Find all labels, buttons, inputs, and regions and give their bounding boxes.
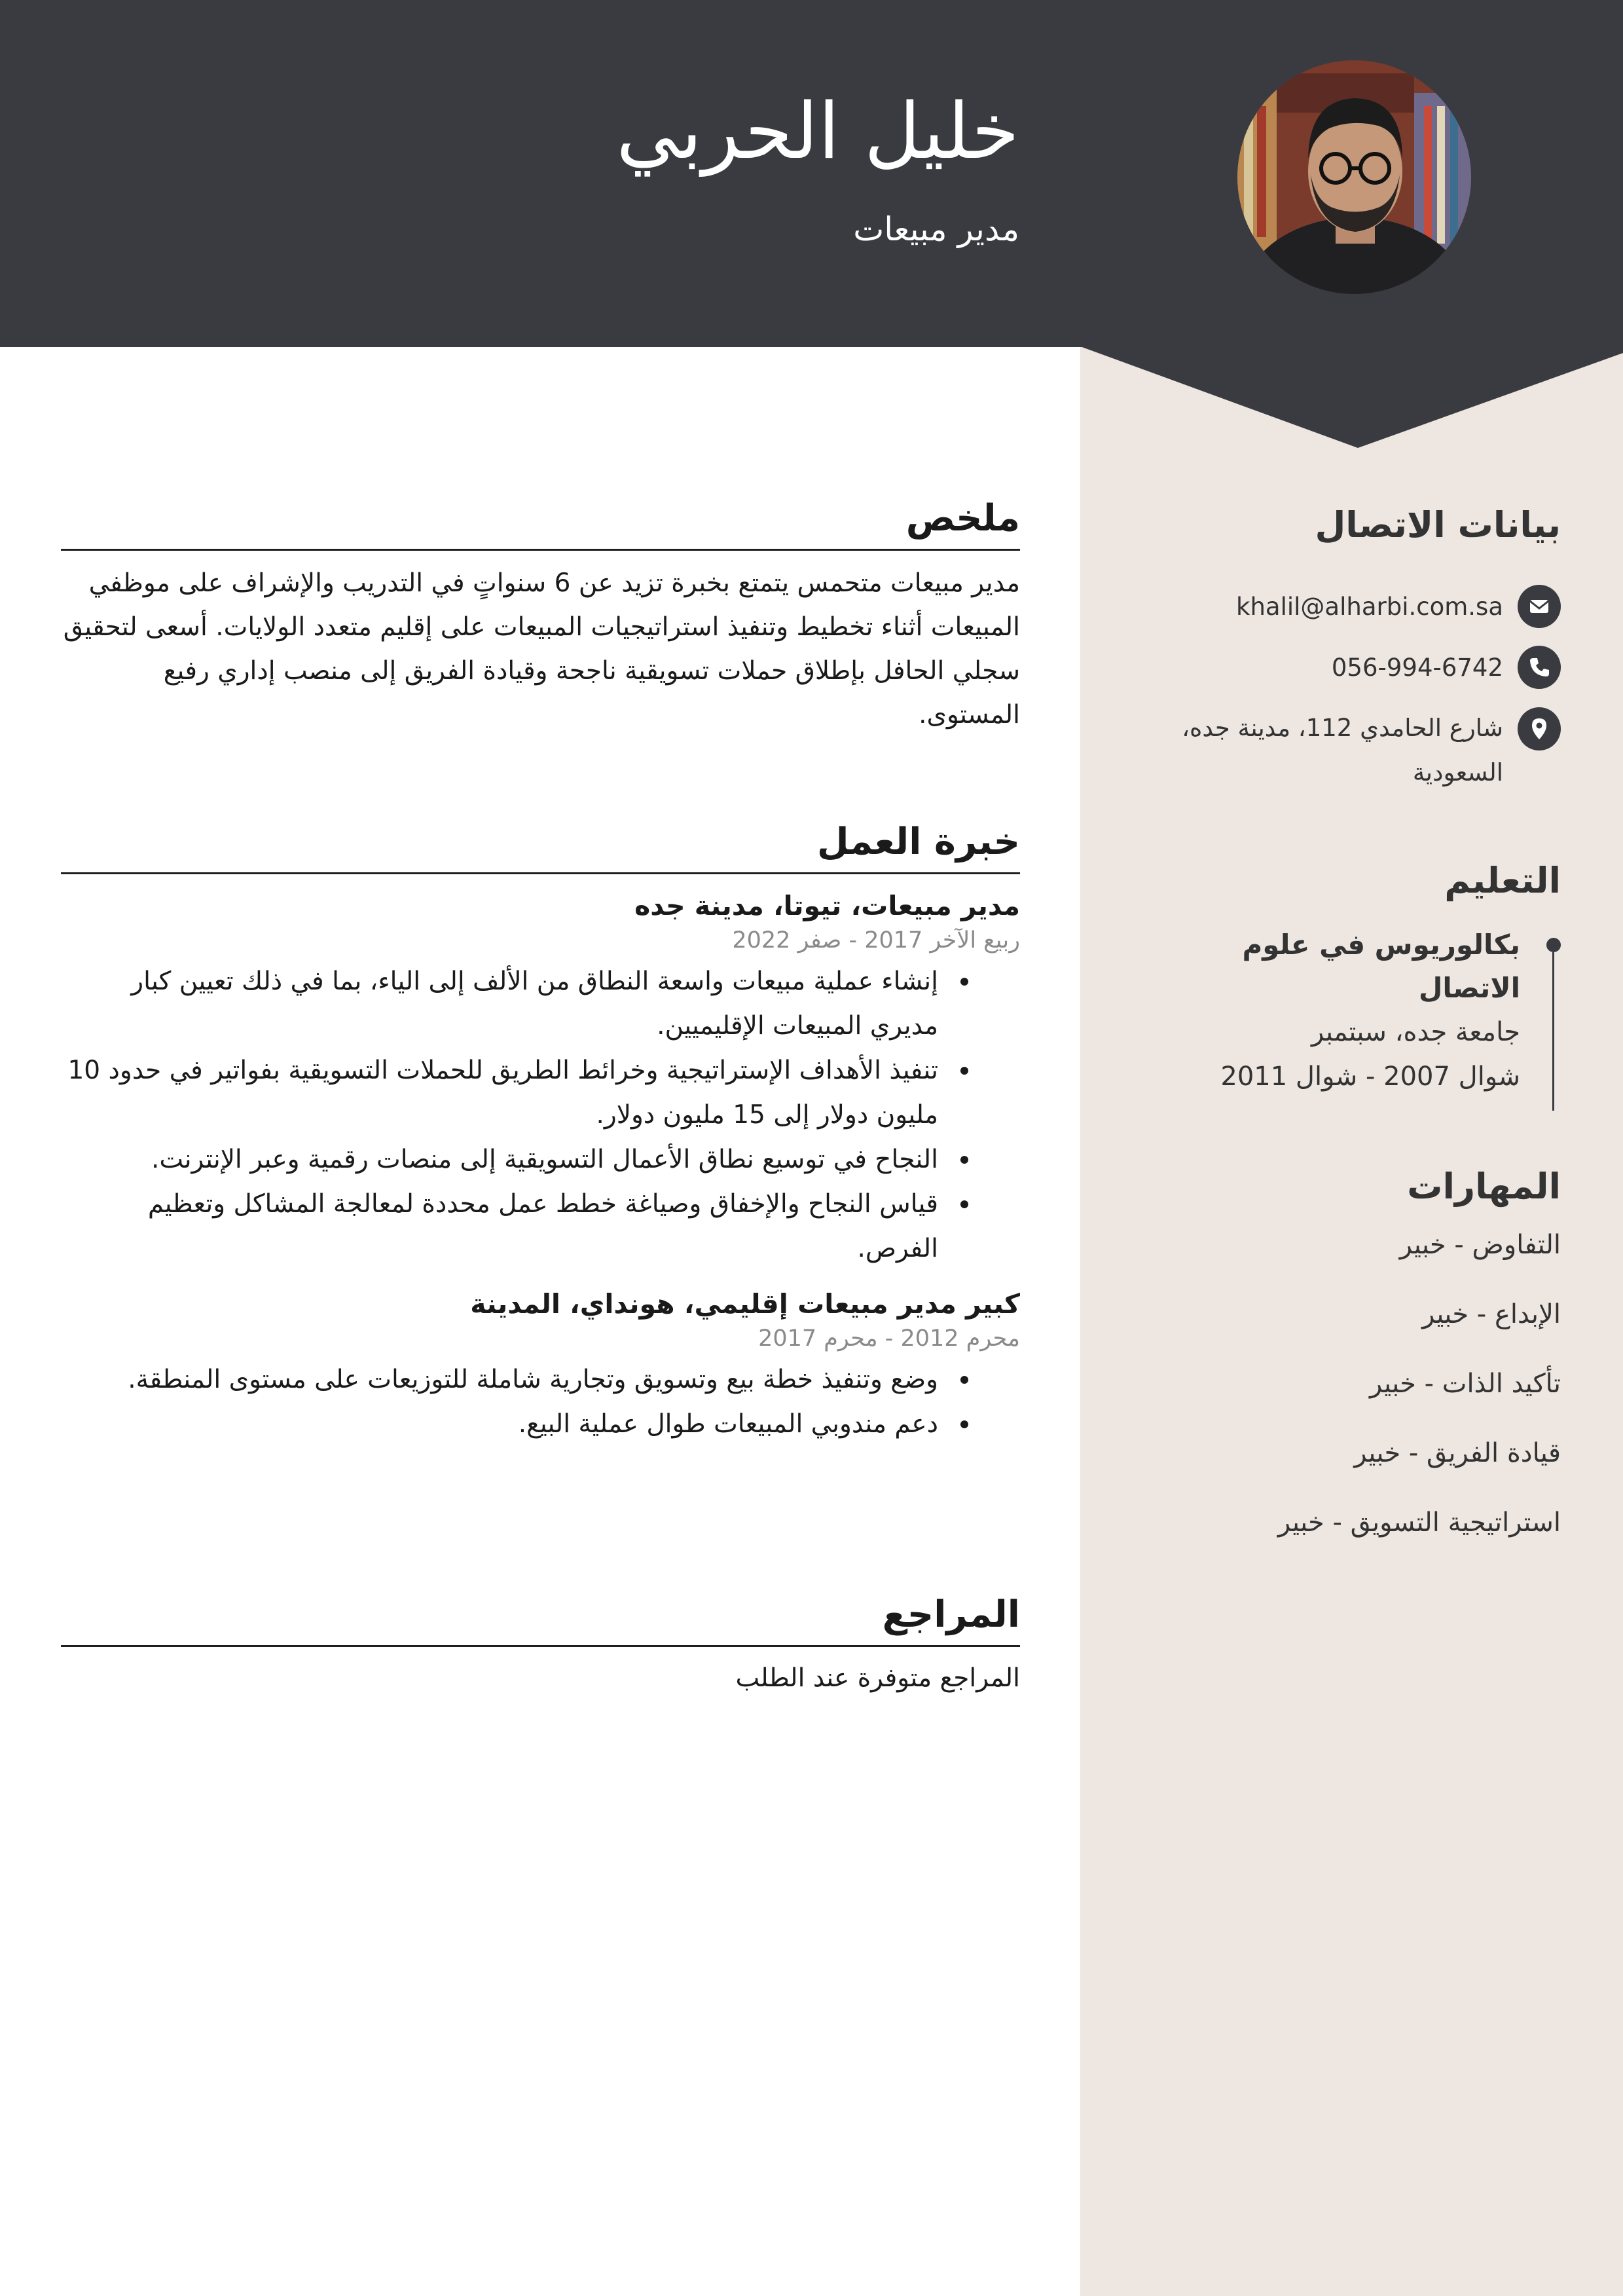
references-heading: المراجع <box>61 1589 1020 1647</box>
contact-address: شارع الحامدي 112، مدينة جده، السعودية <box>1182 714 1503 787</box>
header-chevron <box>1080 346 1623 448</box>
job-bullets <box>61 959 1020 1271</box>
skill-item: الإبداع - خبير <box>1422 1299 1561 1329</box>
envelope-icon <box>1518 585 1561 628</box>
contact-section <box>1129 499 1561 551</box>
candidate-name: خليل الحربي <box>616 86 1019 176</box>
skills-list <box>1129 1210 1561 1557</box>
list-item: دعم مندوبي المبيعات طوال عملية البيع. <box>61 1402 938 1447</box>
contact-address-row <box>1129 707 1561 799</box>
skills-section <box>1129 1160 1561 1557</box>
profile-photo <box>1237 60 1471 294</box>
summary-section <box>61 492 1020 737</box>
contact-phone[interactable]: 056-994-6742 <box>1331 654 1503 682</box>
skill-item: التفاوض - خبير <box>1399 1230 1561 1260</box>
list-item: تنفيذ الأهداف الإستراتيجية وخرائط الطريق للحملات التسويقية بفواتير في حدود 10 مليون دولار إلى 15 مليون دولار. <box>61 1048 938 1138</box>
skill-item: استراتيجية التسويق - خبير <box>1277 1508 1561 1538</box>
skill-item: قيادة الفريق - خبير <box>1354 1438 1561 1468</box>
summary-heading: ملخص <box>61 492 1020 551</box>
job-date: محرم 2012 - محرم 2017 <box>758 1325 1020 1352</box>
education-section <box>1129 855 1561 907</box>
education-date: شوال 2007 - شوال 2011 <box>1220 1062 1520 1092</box>
references-text: المراجع متوفرة عند الطلب <box>735 1663 1020 1693</box>
education-degree: بكالوريوس في علوم الاتصال <box>1242 929 1520 1004</box>
timeline-dot <box>1546 938 1561 952</box>
skills-heading: المهارات <box>1407 1166 1561 1207</box>
location-pin-icon <box>1518 707 1561 750</box>
job-title: مدير مبيعات، تيوتا، مدينة جده <box>634 890 1020 921</box>
contact-phone-row <box>1129 646 1561 692</box>
contact-email-row <box>1129 585 1561 631</box>
list-item: وضع وتنفيذ خطة بيع وتسويق وتجارية شاملة للتوزيعات على مستوى المنطقة. <box>61 1358 938 1402</box>
job-bullets <box>61 1358 1020 1447</box>
job-date: ربيع الآخر 2017 - صفر 2022 <box>732 927 1020 954</box>
list-item: النجاح في توسيع نطاق الأعمال التسويقية إلى منصات رقمية وعبر الإنترنت. <box>61 1138 938 1182</box>
list-item: قياس النجاح والإخفاق وصياغة خطط عمل محددة لمعالجة المشاكل وتعظيم الفرص. <box>61 1182 938 1271</box>
education-heading: التعليم <box>1444 860 1561 901</box>
contact-heading: بيانات الاتصال <box>1315 504 1561 546</box>
summary-text: مدير مبيعات متحمس يتمتع بخبرة تزيد عن 6 سنواتٍ في التدريب والإشراف على موظفي المبيعات أثناء تخطيط وتنفيذ استراتيجيات المبيعات على إقليم متعدد الولايات. أسعى لتحقيق سجلي الحافل بإطلاق حملات تسويقية ناجحة وقيادة الفريق إلى منصب إداري رفيع المستوى. <box>63 568 1020 730</box>
education-institution: جامعة جده، سبتمبر <box>1311 1017 1520 1047</box>
experience-heading: خبرة العمل <box>61 816 1020 874</box>
education-entry <box>1129 923 1561 1113</box>
skill-item: تأكيد الذات - خبير <box>1369 1369 1561 1399</box>
phone-icon <box>1518 646 1561 689</box>
experience-section <box>61 816 1020 1447</box>
list-item: إنشاء عملية مبيعات واسعة النطاق من الألف إلى الياء، بما في ذلك تعيين كبار مديري المبيعات الإقليميين. <box>61 959 938 1048</box>
timeline-line <box>1552 952 1554 1111</box>
references-section <box>61 1589 1020 1700</box>
job-title: كبير مدير مبيعات إقليمي، هونداي، المدينة <box>470 1288 1020 1320</box>
job-entry <box>61 887 1020 1271</box>
candidate-title: مدير مبيعات <box>853 210 1019 248</box>
contact-email[interactable]: khalil@alharbi.com.sa <box>1236 593 1503 621</box>
job-entry <box>61 1286 1020 1447</box>
education-details <box>1134 923 1520 1099</box>
